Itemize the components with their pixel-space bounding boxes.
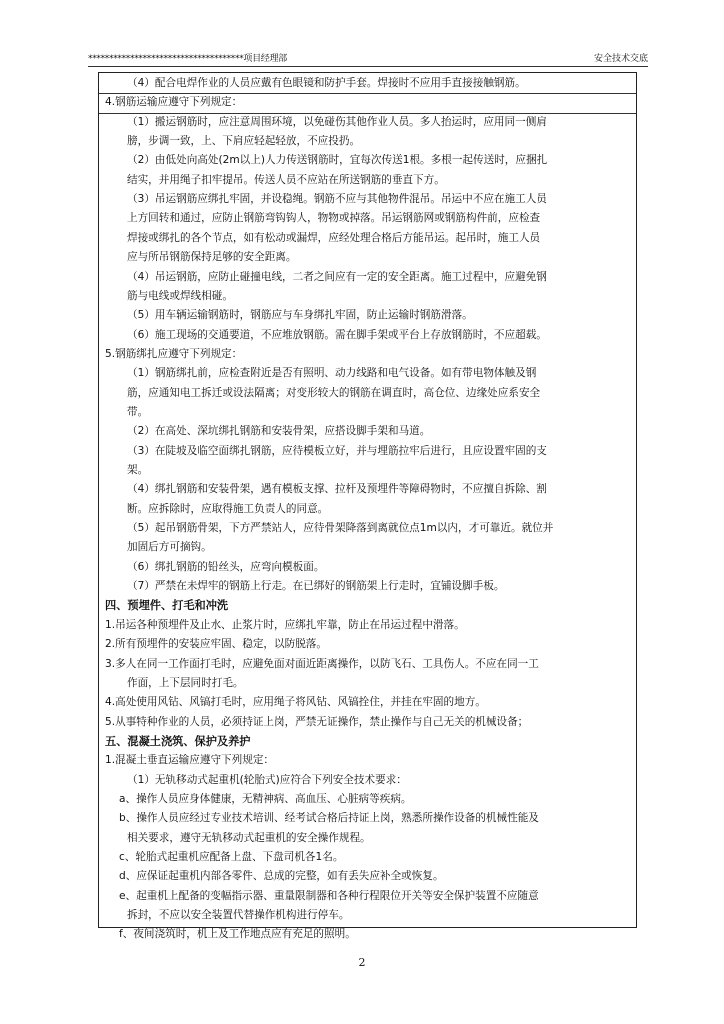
- text-line: （6）绑扎钢筋的铅丝头，应弯向模板面。: [127, 560, 325, 573]
- row-divider: [99, 93, 636, 94]
- text-line: （6）施工现场的交通要道，不应堆放钢筋。需在脚手架或平台上存放钢筋时，不应超载。: [127, 328, 547, 341]
- text-line: 1.吊运各种预埋件及止水、止浆片时，应绑扎牢靠，防止在吊运过程中滑落。: [105, 618, 465, 631]
- text-line: 1.混凝土垂直运输应遵守下列规定：: [105, 754, 275, 767]
- text-line: 3.多人在同一工作面打毛时，应避免面对面近距离操作，以防飞石、工具伤人。不应在同一工: [105, 657, 539, 670]
- text-line: （1）无轨移动式起重机(轮胎式)应符合下列安全技术要求：: [127, 773, 407, 786]
- text-line: （4）吊运钢筋，应防止碰撞电线，二者之间应有一定的安全距离。施工过程中，应避免钢: [127, 270, 547, 283]
- text-line: 架。: [127, 464, 149, 476]
- text-line: 相关要求，遵守无轨移动式起重机的安全操作规程。: [127, 831, 371, 844]
- header-project-dept: *************************************项目经理部: [88, 54, 287, 64]
- text-line: 4.高处使用风钻、风镐打毛时，应用绳子将风钻、风镐拴住，并挂在牢固的地方。: [105, 696, 486, 709]
- page-header: [88, 52, 648, 67]
- text-line: 结实，并用绳子扣牢提吊。传送人员不应站在所送钢筋的垂直下方。: [127, 173, 445, 186]
- text-line: b、操作人员应经过专业技术培训、经考试合格后持证上岗，熟悉所操作设备的机械性能及: [119, 812, 539, 825]
- text-line: 作面，上下层同时打毛。: [127, 676, 244, 689]
- text-line: 2.所有预埋件的安装应牢固、稳定，以防脱落。: [105, 638, 327, 651]
- text-line: a、操作人员应身体健康，无精神病、高血压、心脏病等疾病。: [119, 792, 412, 805]
- text-line: 拆封，不应以安全装置代替操作机构进行停车。: [127, 909, 350, 922]
- text-line: （3）在陡坡及临空面绑扎钢筋，应待模板立好，并与埋筋拉牢后进行，且应设置牢固的支: [127, 444, 547, 457]
- text-line: （2）由低处向高处(2m以上)人力传送钢筋时，宜每次传送1根。多根一起传送时，应捆扎: [127, 154, 548, 167]
- page-number: 2: [358, 956, 366, 969]
- text-line: （2）在高处、深坑绑扎钢筋和安装骨架，应搭设脚手架和马道。: [127, 425, 431, 438]
- text-line: （5）用车辆运输钢筋时，钢筋应与车身绑扎牢固，防止运输时钢筋滑落。: [127, 309, 473, 322]
- text-line: 5.从事特种作业的人员，必须持证上岗，严禁无证操作，禁止操作与自己无关的机械设备；: [105, 715, 529, 728]
- text-line: d、应保证起重机内部各零件、总成的完整，如有丢失应补全或恢复。: [119, 870, 444, 883]
- section-heading: 四、预埋件、打毛和冲洗: [105, 599, 229, 613]
- text-line: 筋，应通知电工拆迁或设法隔离；对变形较大的钢筋在调直时，高仓位、边缘处应系安全: [127, 386, 541, 399]
- header-doc-type: 安全技术交底: [593, 54, 648, 64]
- text-line: 应与所吊钢筋保持足够的安全距离。: [127, 251, 297, 264]
- text-line: （1）钢筋绑扎前，应检查附近是否有照明、动力线路和电气设备。如有带电物体触及钢: [127, 367, 537, 380]
- text-line: 断。应拆除时，应取得施工负责人的同意。: [127, 502, 329, 515]
- content-table: [98, 72, 637, 941]
- section-heading: 五、混凝土浇筑、保护及养护: [105, 734, 251, 748]
- text-line: （1）搬运钢筋时，应注意周围环境，以免碰伤其他作业人员。多人抬运时，应用同一侧肩: [127, 115, 547, 128]
- text-line: f、夜间浇筑时，机上及工作地点应有充足的照明。: [119, 928, 356, 941]
- row-divider: [99, 113, 636, 114]
- text-line: 加固后方可摘钩。: [127, 541, 212, 554]
- text-line: 4.钢筋运输应遵守下列规定：: [105, 96, 243, 109]
- text-line: （4）配合电焊作业的人员应戴有色眼镜和防护手套。焊接时不应用手直接接触钢筋。: [127, 77, 526, 89]
- text-line: （3）吊运钢筋应绑扎牢固，并设稳绳。钢筋不应与其他物件混吊。吊运中不应在施工人员: [127, 193, 547, 206]
- text-line: e、起重机上配备的变幅指示器、重量限制器和各种行程限位开关等安全保护装置不应随意: [119, 889, 539, 902]
- text-line: 焊接或绑扎的各个节点，如有松动或漏焊，应经处理合格后方能吊运。起吊时，施工人员: [127, 231, 541, 244]
- text-line: 带。: [127, 405, 149, 418]
- text-line: （7）严禁在未焊牢的钢筋上行走。在已绑好的钢筋架上行走时，宜铺设脚手板。: [127, 580, 505, 593]
- text-line: 筋与电线或焊线相碰。: [127, 289, 233, 302]
- text-line: （5）起吊钢筋骨架，下方严禁站人，应待骨架降落到离就位点1m以内，才可靠近。就位并: [127, 522, 554, 535]
- text-line: 膀，步调一致，上、下肩应轻起轻放，不应投扔。: [127, 135, 361, 148]
- text-line: 5.钢筋绑扎应遵守下列规定：: [105, 347, 243, 360]
- text-line: 上方回转和通过，应防止钢筋弯钩钩人，物物或掉落。吊运钢筋网或钢筋构件前，应检查: [127, 212, 541, 225]
- text-line: c、轮胎式起重机应配备上盘、下盘司机各1名。: [119, 851, 344, 863]
- text-line: （4）绑扎钢筋和安装骨架，遇有模板支撑、拉杆及预埋件等障碍物时，不应擅自拆除、割: [127, 483, 547, 496]
